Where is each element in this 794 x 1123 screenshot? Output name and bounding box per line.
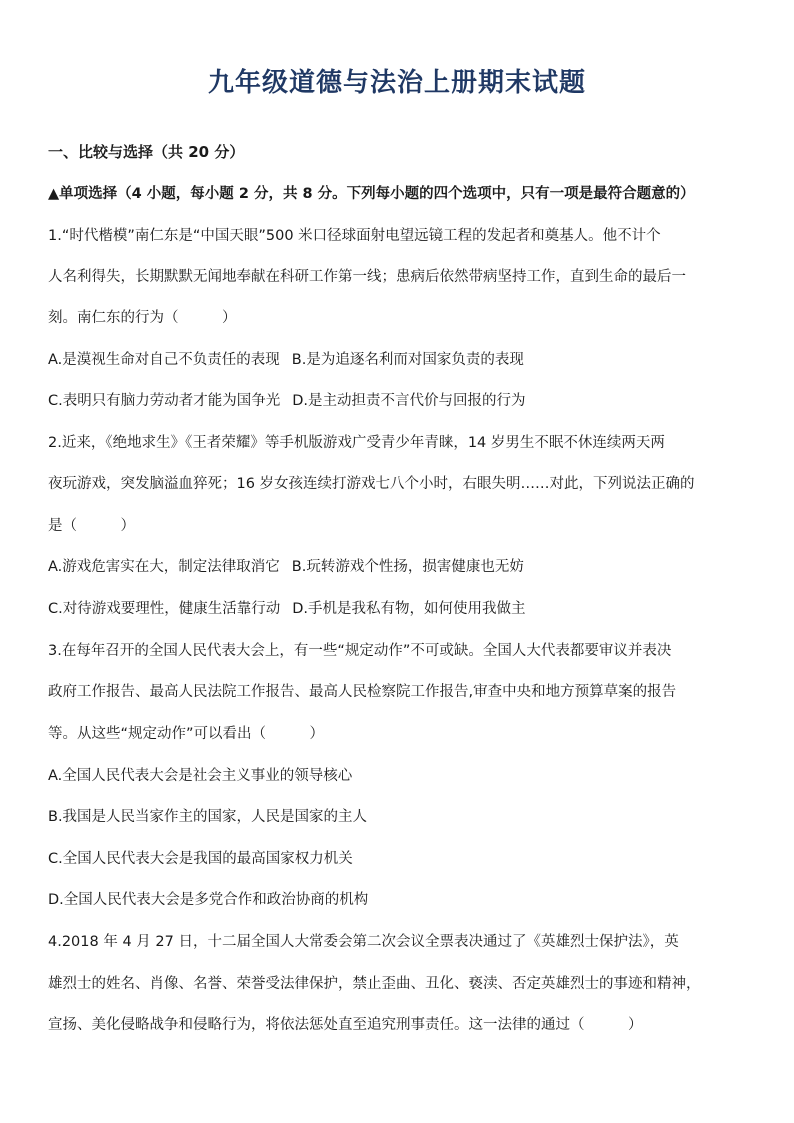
q4-stem-line-3: 宣扬、美化侵略战争和侵略行为，将依法惩处直至追究刑事责任。这一法律的通过（ ） xyxy=(48,1017,643,1033)
q3-stem-line-3: 等。从这些“规定动作”可以看出（ ） xyxy=(48,726,325,742)
q1-option-d: D.是主动担责不言代价与回报的行为 xyxy=(292,393,526,409)
q1-stem-line-1: 1.“时代楷模”南仁东是“中国天眼”500 米口径球面射电望远镜工程的发起者和奠基人。他不计个 xyxy=(48,228,661,244)
q1-options-row-2 xyxy=(48,391,758,411)
q2-stem-line-3: 是（ ） xyxy=(48,518,135,534)
section-heading: 一、比较与选择（共 20 分） xyxy=(48,143,245,161)
page-title: 九年级道德与法治上册期末试题 xyxy=(207,68,586,98)
q3-option-c: C.全国人民代表大会是我国的最高国家权力机关 xyxy=(48,851,353,867)
q4-stem-line-1: 4.2018 年 4 月 27 日，十二届全国人大常委会第二次会议全票表决通过了《英雄烈士保护法》，英 xyxy=(48,934,679,950)
q3-option-d: D.全国人民代表大会是多党合作和政治协商的机构 xyxy=(48,892,369,908)
q2-options-row-1 xyxy=(48,557,758,577)
q3-option-a: A.全国人民代表大会是社会主义事业的领导核心 xyxy=(48,768,353,784)
q1-option-b: B.是为追逐名利而对国家负责的表现 xyxy=(291,352,524,368)
q1-stem-line-3: 刻。南仁东的行为（ ） xyxy=(48,310,237,326)
q4-stem-line-2: 雄烈士的姓名、肖像、名誉、荣誉受法律保护，禁止歪曲、丑化、亵渎、否定英雄烈士的事迹和精神， xyxy=(48,976,701,992)
q1-options-row-1 xyxy=(48,350,758,370)
q2-stem-line-1: 2.近来，《绝地求生》《王者荣耀》等手机版游戏广受青少年青睐，14 岁男生不眠不休连续两天两 xyxy=(48,435,665,451)
q2-options-row-2 xyxy=(48,599,758,619)
q2-option-a: A.游戏危害实在大，制定法律取消它 xyxy=(48,559,280,575)
q2-stem-line-2: 夜玩游戏，突发脑溢血猝死；16 岁女孩连续打游戏七八个小时，右眼失明……对此，下列说法正确的 xyxy=(48,476,695,492)
q2-option-b: B.玩转游戏个性扬，损害健康也无妨 xyxy=(291,559,524,575)
q2-option-c: C.对待游戏要理性，健康生活靠行动 xyxy=(48,601,281,617)
q2-option-d: D.手机是我私有物，如何使用我做主 xyxy=(292,601,526,617)
q1-stem-line-2: 人名利得失，长期默默无闻地奉献在科研工作第一线；患病后依然带病坚持工作，直到生命的最后一 xyxy=(48,269,686,285)
q1-option-c: C.表明只有脑力劳动者才能为国争光 xyxy=(48,393,281,409)
q1-option-a: A.是漠视生命对自己不负责任的表现 xyxy=(48,352,280,368)
instruction-text: ▲单项选择（4 小题，每小题 2 分，共 8 分。下列每小题的四个选项中，只有一项是最符合题意的） xyxy=(48,186,695,202)
q3-stem-line-1: 3.在每年召开的全国人民代表大会上，有一些“规定动作”不可或缺。全国人大代表都要审议并表决 xyxy=(48,643,672,659)
q3-stem-line-2: 政府工作报告、最高人民法院工作报告、最高人民检察院工作报告,审查中央和地方预算草案的报告 xyxy=(48,684,677,700)
q3-option-b: B.我国是人民当家作主的国家，人民是国家的主人 xyxy=(48,809,368,825)
